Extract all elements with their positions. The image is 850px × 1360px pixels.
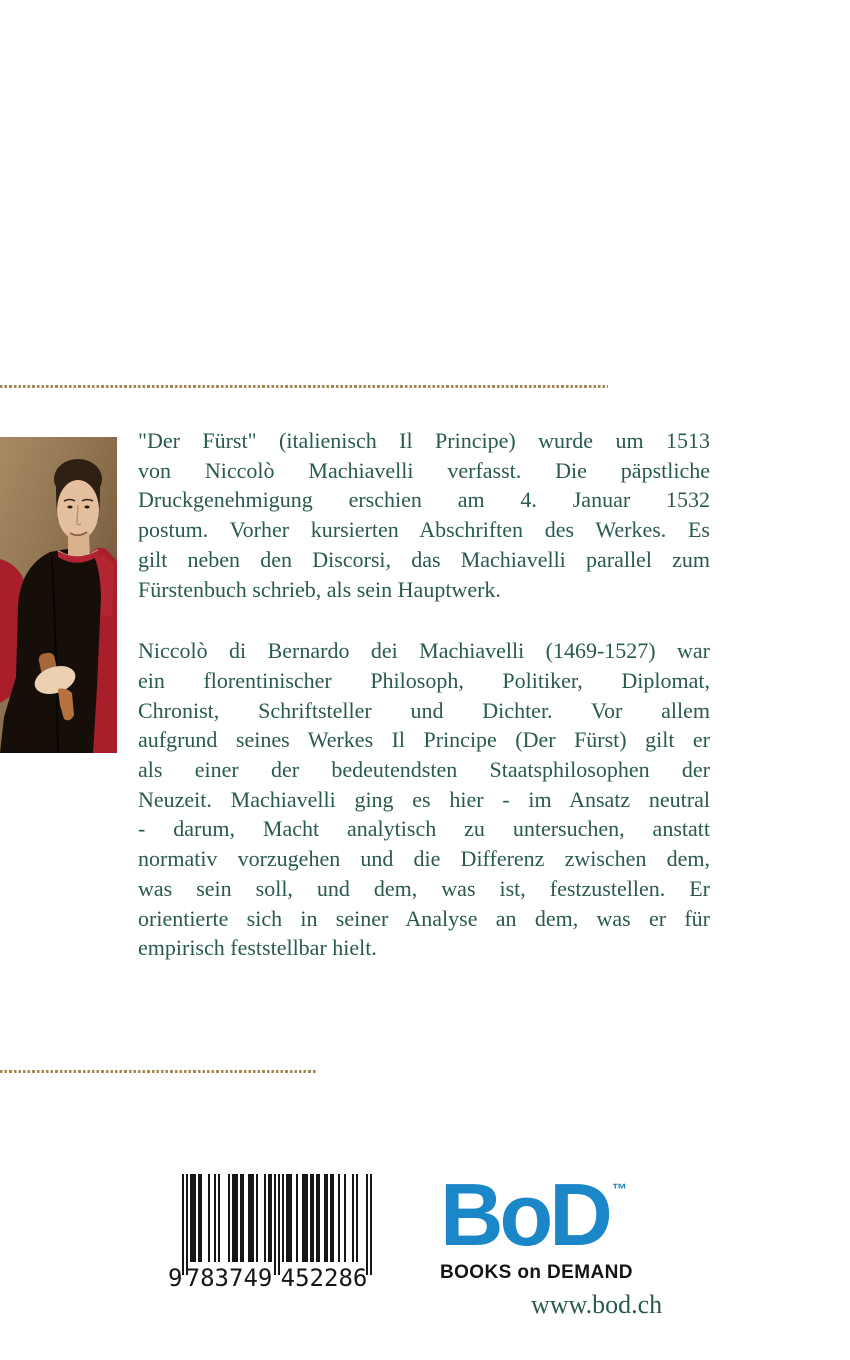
bod-logo-tagline: BOOKS on DEMAND (440, 1262, 633, 1283)
text-line: "Der Fürst" (italienisch Il Principe) wurde um 1513 (138, 428, 710, 453)
text-line: Chronist, Schriftsteller und Dichter. Vor allem (138, 697, 710, 723)
publisher-logo (440, 1165, 680, 1284)
text-line: aufgrund seines Werkes Il Principe (Der Fürst) gilt er (138, 727, 710, 753)
isbn-barcode (166, 1174, 382, 1293)
isbn-barcode-svg (166, 1174, 382, 1288)
barcode-digit-group: 452286 (280, 1264, 368, 1288)
text-line: normativ vorzugehen und die Differenz zwischen dem, (138, 846, 710, 872)
text-line: orientierte sich in seiner Analyse an dem, was er für (138, 905, 710, 931)
barcode-digit-group: 783749 (185, 1264, 273, 1288)
text-line: postum. Vorher kursierten Abschriften des Werkes. Es (138, 517, 710, 543)
text-line: Druckgenehmigung erschien am 4. Januar 1532 (138, 487, 710, 513)
blurb-paragraph-2 (138, 636, 710, 963)
publisher-website-url: www.bod.ch (531, 1290, 663, 1319)
text-line: was sein soll, und dem, was ist, festzustellen. Er (138, 875, 710, 901)
text-line: empirisch feststellbar hielt. (138, 935, 377, 961)
trademark-symbol: ™ (612, 1181, 627, 1198)
text-line: Neuzeit. Machiavelli ging es hier - im Ansatz neutral (138, 786, 710, 812)
text-line: von Niccolò Machiavelli verfasst. Die päpstliche (138, 457, 710, 483)
text-line: als einer der bedeutendsten Staatsphilosophen der (138, 757, 710, 783)
bod-logo-wordmark: BoD (440, 1165, 609, 1264)
text-line: gilt neben den Discorsi, das Machiavelli parallel zum (138, 546, 710, 572)
top-separator-dotted-line (0, 385, 608, 388)
machiavelli-portrait-svg (0, 437, 117, 753)
text-line: Niccolò di Bernardo dei Machiavelli (1469-1527) war (138, 638, 710, 664)
text-line: ein florentinischer Philosoph, Politiker, Diplomat, (138, 667, 710, 693)
text-line: - darum, Macht analytisch zu untersuchen, anstatt (138, 816, 710, 842)
bottom-separator-dotted-line (0, 1070, 316, 1073)
barcode-digit-group: 9 (168, 1264, 183, 1288)
machiavelli-portrait-image (0, 437, 117, 753)
book-blurb (138, 426, 710, 963)
text-line: Fürstenbuch schrieb, als sein Hauptwerk. (138, 576, 501, 602)
blurb-paragraph-1 (138, 426, 710, 604)
